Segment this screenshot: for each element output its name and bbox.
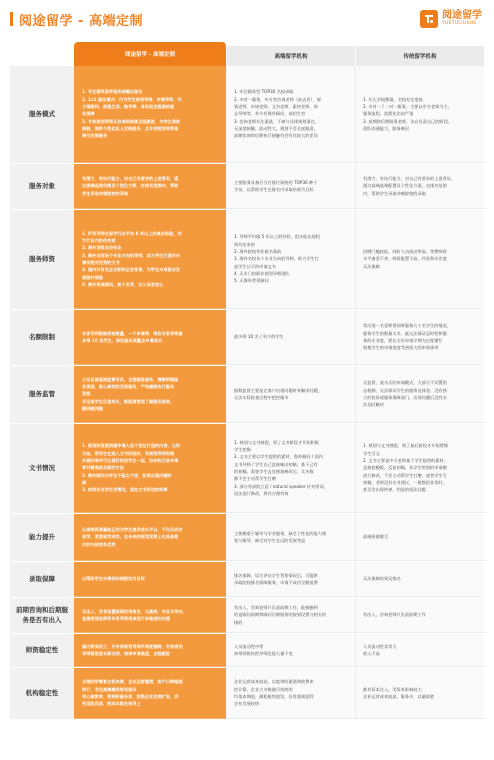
cell-line: 立的投诉或服务保障部门，出现问题后没有办	[363, 395, 447, 400]
cell-line: 展做好铺垫	[82, 274, 103, 280]
cell-line: 主要侧重于辅导与学业服务，缺乏个性化的能力规	[234, 530, 327, 536]
cell-traditional	[355, 66, 484, 163]
cell-line: 季材精准贴合新的方法	[82, 465, 124, 471]
cell-line: 内，帮助学生录取冲刺院校的录取	[363, 190, 426, 196]
header-traditional: 传统留学机构	[355, 46, 484, 66]
row-category: 服务监管	[10, 366, 74, 423]
cell-traditional	[355, 598, 484, 633]
title-accent-bar	[10, 12, 13, 26]
cell-high-end	[226, 66, 355, 163]
cell-line: 致使学生的申请进度受到很大的申请事项	[363, 345, 439, 351]
cell-line: 排名保障，综合评估学生背景情况后，可提供	[234, 572, 318, 578]
cell-line: 有潜力，有执行能力，对自己有要求的上进青年，通	[82, 175, 179, 181]
cell-line: 据数监督主要是在客户出现问题时来解决问题，	[234, 387, 322, 393]
cell-line: 务流程，贴心高效的完美服务，严格遵照执行服务	[82, 383, 175, 389]
cell-high-end	[226, 634, 355, 667]
cell-yuetu	[74, 668, 226, 719]
cell-line: 有出入，咨询老师只负责前期工作，能接触到	[234, 604, 318, 610]
cell-line: 收入不高	[363, 651, 380, 656]
logo-text-cn: 阅途留学	[442, 10, 482, 22]
cell-line: 企业发展较快	[234, 701, 260, 707]
cell-line: 团队沟通能力，服务断层	[363, 126, 410, 132]
cell-traditional	[355, 514, 484, 561]
cell-line: 进行修改，不会主动帮学生打磨，或者学生写	[363, 472, 447, 478]
cell-line: 同行，专注高端精英规划服务	[82, 686, 137, 692]
cell-yuetu	[74, 514, 226, 561]
cell-line: 端可定制服务	[82, 133, 108, 139]
cell-line: 服务学生的数量太多，就无法保证总时性和服	[363, 330, 447, 336]
cell-line: 学生录取冲刺院校的录取	[82, 190, 129, 196]
comparison-table	[10, 40, 484, 720]
row-category: 能力提升	[10, 514, 74, 561]
cell-line: 为行业内的佼佼者	[82, 237, 116, 243]
row-category: 服务对象	[10, 164, 74, 209]
row-category: 服务师资	[10, 210, 74, 309]
cell-high-end	[226, 514, 355, 561]
cell-line: 的初稿，需要学生去处理加修改后，太多数	[234, 469, 314, 474]
header-yuetu: 阅途留学 - 高端定制	[74, 42, 226, 66]
cell-line: 有出入，咨询老师只负责前期工作	[363, 612, 426, 618]
table-row	[10, 598, 484, 634]
cell-line: 3. 专家规划导师从咨询到结案全程跟进，与学生深度	[82, 118, 181, 124]
cell-line: 初带领机构的导师也能大量不变	[234, 651, 293, 656]
cell-line: 无出入，没有设置前期咨询角色，以高效，专业为导向，	[82, 608, 187, 614]
cell-line: 法及时解决	[363, 402, 384, 408]
cell-line: 5. 海外资深顾问，前千名导，让父母更放心	[82, 282, 164, 288]
cell-line: 2. 文书主要以学生提供的素材，海外顾问 / 国内	[234, 454, 323, 460]
cell-line: 5. 无海外背景顾问	[234, 278, 269, 284]
cell-line: 专家导师限制录取数量，一个申请季，每位专家导师最	[82, 330, 183, 336]
cell-line: 学生写文	[363, 450, 380, 456]
cell-line: 语法进行修改，将其合理有效	[234, 491, 289, 497]
cell-line: 高端资源匮乏	[363, 534, 389, 540]
cell-line: 无法保障结果及排名	[363, 576, 401, 582]
cell-line: 甚至会出现抄袭，明显的语法问题	[363, 487, 426, 493]
cell-line: 务保障	[82, 111, 95, 117]
logo-icon	[420, 10, 438, 28]
cell-traditional	[355, 634, 484, 667]
cell-line: 2. 海外院校毕业排名靠前	[234, 248, 282, 254]
cell-line: 2. 多对一服务，中方有咨询老师（前去咨）、规	[234, 96, 321, 102]
page-title-text: 阅途留学 - 高端定制	[19, 13, 143, 29]
table-row	[10, 562, 484, 598]
cell-line: 去导师等，外方有海外顾问、前招生官	[234, 111, 306, 117]
cell-line: 4. 无专门的职业规划导师团队	[234, 271, 290, 277]
cell-line: 主要服务具备百分百排位保持的 TOP30 种子	[234, 179, 318, 185]
cell-yuetu	[74, 164, 226, 209]
cell-yuetu	[74, 66, 226, 163]
cell-line: 导师都是签长期合同，结果申请高团，全程跟进	[82, 651, 170, 656]
page-title	[10, 10, 143, 29]
cell-line: 企业运营成本较高，服务多，以量取胜	[363, 694, 435, 699]
cell-yuetu	[74, 634, 226, 667]
table-row	[10, 668, 484, 720]
logo-text-en: YUETULIUXUE	[442, 21, 477, 27]
cell-line: 接触，提供个性化私人定制服务，且专家规划导师高	[82, 126, 179, 132]
table-row	[10, 424, 484, 514]
cell-line: 文书导师 / 学生自己直接轴出初稿，基于已有	[234, 461, 318, 467]
row-category: 师资稳定性	[10, 634, 74, 667]
cell-high-end	[226, 668, 355, 719]
cell-line: 划老师、申请老师、文书老师、素材老师、前	[234, 103, 318, 109]
cell-line: 对的内核竞争优势	[82, 541, 116, 547]
table-row	[10, 66, 484, 164]
cell-line: 以帮助学生申请到冲刺院校为目标	[82, 576, 145, 582]
cell-line: 1. 规划与文书割裂，到了文书阶段才开始积极	[234, 439, 319, 445]
cell-yuetu	[74, 310, 226, 365]
cell-line: 划与指导，缺乏对学生长远的发展考虑	[234, 538, 306, 543]
cell-line: 2. 海外顾问与学生不能太干扰，如果出现问题时	[82, 472, 172, 478]
cell-line: 外顾问等并可让爱好的初学生一起，协作执行各申请	[82, 457, 179, 463]
table-body	[10, 66, 484, 720]
cell-line: 让高端资源赢取正的为学生提供成长平台，不仅仅成功	[82, 526, 183, 532]
cell-line: 商	[82, 480, 87, 486]
row-category: 录取保障	[10, 562, 74, 597]
cell-yuetu	[74, 366, 226, 423]
table-header	[10, 40, 484, 66]
cell-line: 服务流程，流程化比较严重	[363, 111, 414, 117]
cell-traditional	[355, 668, 484, 719]
cell-line: 随到随到随	[82, 406, 103, 412]
cell-line: 直接规划老师和专家导师将来进行多维度的沟通	[82, 616, 170, 621]
cell-line: 留学，更要留学成功，在未来的规划发展上也具备绝	[82, 534, 179, 540]
cell-line: 企业运营成本较高，以度带的渠道和收费来	[234, 679, 314, 685]
cell-line: 招聘门槛较低，同时人员流动率高，等教师资	[363, 248, 447, 254]
cell-line: 2. 多对一 / 一对一服务，主要以中方老师为主，	[363, 103, 452, 109]
cell-line: 2. 海外顶级名校毕业	[82, 245, 122, 251]
cell-line: 务的专业度，要在全年申请学期为过度繁忙	[363, 338, 443, 343]
cell-line: 均依本期验，摸松服性值发，仅有重视就利	[234, 694, 314, 699]
cell-line: 初稿，老师没有专业建议，一般都很非常好，	[363, 480, 447, 486]
row-category: 前期咨询和后期服务是否有出入	[10, 598, 74, 633]
cell-line: 3. 咨询老师专注渠道，不参与具体规划事宜，	[234, 118, 319, 124]
cell-high-end	[226, 424, 355, 513]
cell-line: 直接套模板，反复初稿，从学生给别的申请模	[363, 465, 447, 471]
cell-high-end	[226, 598, 355, 633]
cell-line: 为始，帮学生在进入文书阶段时，有规划导师和海	[82, 450, 175, 456]
cell-line: 无监督，流水式的申请模式，大部分不设置固	[363, 380, 447, 386]
cell-yuetu	[74, 424, 226, 513]
table-row	[10, 210, 484, 310]
cell-traditional	[355, 164, 484, 209]
cell-line: 构均出来的	[234, 241, 255, 247]
cell-line: 公司总部直接监督专员，全程跟进服务，清晰明确服	[82, 376, 179, 382]
cell-line: 1. 专注精英留学服务规模化服务	[82, 89, 143, 95]
cell-line: 多带 10 名学生，保证服务质量及申请成功	[82, 338, 162, 343]
row-category: 机构稳定性	[10, 668, 74, 719]
cell-high-end	[226, 310, 355, 365]
cell-line: 3. 前期和后期服务老师，各自负责自己的阶段，	[363, 118, 453, 124]
cell-line: 无法实际检查过程中把控细节	[234, 395, 289, 400]
cell-line: 国内资深员工，与专家规划导师平深度捆绑，专家规划	[82, 643, 183, 649]
cell-line: 3. 部分有部院立意 / natural speaker 针对用词，	[234, 483, 328, 489]
cell-line: 3. 前线专业学生写情况，现在文书讲述的故事	[82, 487, 168, 493]
cell-line: 流程	[82, 391, 91, 397]
cell-line: 前期咨询和后期执行接触有会有比较大的差异	[234, 133, 318, 139]
cell-line: 4. 国内外有名企业职和企业背景，为学生未来就业发	[82, 267, 181, 273]
cell-yuetu	[74, 210, 226, 309]
cell-yuetu	[74, 598, 226, 633]
cell-traditional	[355, 424, 484, 513]
cell-line: 水平参差不齐，师资配置不高，经验和专业度	[363, 256, 447, 262]
cell-high-end	[226, 164, 355, 209]
cell-line: 常出现一名老师要同时服务几十名学生的情况，	[363, 323, 451, 329]
cell-line: 1. 规划与文书割裂，到了最后阶段才开始缓慢	[363, 443, 448, 449]
cell-line: 1. 什么学校都做，名校专注度低	[363, 96, 423, 102]
cell-yuetu	[74, 562, 226, 597]
cell-line: 方案顾问、前程生活、指导等、各阶段全程高效服	[82, 103, 175, 109]
cell-line: 究适能优质，把成本都在指导上	[82, 701, 141, 707]
cell-line: 1. 导师平均做 5 年以上的经验，很多能出现机	[234, 234, 321, 240]
brand-logo	[420, 10, 482, 28]
cell-line: 都有资本注入，受资本影响较大	[363, 686, 422, 692]
cell-line: 通过高端选课配置及个性化方案，在排名范围	[363, 183, 447, 189]
cell-line: 无深度接触，流动性大，规划不会全部跟进，	[234, 126, 318, 132]
cell-line: 学员，以帮助学生在排名内录取结果为目标	[234, 187, 314, 192]
cell-line: 人员流动性中等	[234, 643, 264, 649]
cell-line: 都不会主动帮学生打磨	[234, 476, 276, 482]
cell-line: 控计算，企业大多数做可持续的	[234, 686, 293, 692]
cell-line: 人员流动性非常大	[363, 643, 397, 649]
cell-line: 学生挖掘	[234, 446, 251, 452]
row-category: 服务模式	[10, 66, 74, 163]
cell-traditional	[355, 310, 484, 365]
row-category: 名额限制	[10, 310, 74, 365]
cell-line: 最多带 10 名 / 更少的学生	[234, 334, 284, 340]
cell-line: 的是顾问前期和顾问后期服务的规划设置与相关的	[234, 612, 327, 618]
cell-line: 1. 规划阶段就根据申请人设个性化打造的内容，以终	[82, 443, 181, 449]
table-row	[10, 164, 484, 210]
cell-traditional	[355, 366, 484, 423]
cell-line: 1. 专注精英型 TOP30 名校录取	[234, 89, 294, 95]
header-high-end: 高端留学机构	[226, 46, 355, 66]
cell-line: 2. 文书主要是中方老师基于学生提供的素材，	[363, 457, 448, 463]
cell-line: 无论是学生还是家长，都能清楚地了解服务进展，	[82, 398, 175, 404]
header-empty-cell	[10, 40, 74, 66]
row-category: 文书情况	[10, 424, 74, 513]
cell-line: 3. 海外名校各个专业方向的导师，助力学生打	[234, 256, 319, 262]
cell-line: 造学生认可的申请文书	[234, 263, 276, 269]
cell-line: 有潜力，有执行能力，对自己有要求的上进青年，	[363, 175, 456, 181]
cell-high-end	[226, 562, 355, 597]
cell-high-end	[226, 210, 355, 309]
cell-line: 3. 海外名师各个专业方向的导师，助力学生打造对申	[82, 252, 181, 258]
cell-traditional	[355, 562, 484, 597]
table-row	[10, 634, 484, 668]
cell-high-end	[226, 366, 355, 423]
cell-line: 请有绝对优势的文书	[82, 260, 120, 265]
cell-line: 排的	[234, 619, 243, 625]
cell-traditional	[355, 210, 484, 309]
cell-line: 录取院校排名保障服务，申请不成功全额退费	[234, 580, 318, 585]
cell-line: 态机制，无法保证学生的服务及体验，没有独	[363, 387, 447, 393]
cell-line: 合理的带着复合机构费，企业运营健康，客户口碑超越	[82, 679, 183, 685]
cell-line: 无法保障	[363, 263, 380, 269]
table-row	[10, 366, 484, 424]
cell-line: 过高端选课定制及个性化方案，在排名范围内，帮助	[82, 183, 179, 189]
cell-line: 1. 所有导师在留学行业平均 8 年以上的真实经验，均	[82, 230, 182, 236]
page-header	[0, 0, 494, 38]
table-row	[10, 310, 484, 366]
table-row	[10, 514, 484, 562]
cell-line: 2. 1v1 服务模式：作为学生规划导师、申请导师，升	[82, 96, 182, 102]
cell-line: 用心做教育，把持和服务者，拒绝企业发展扩张，讲	[82, 694, 179, 699]
